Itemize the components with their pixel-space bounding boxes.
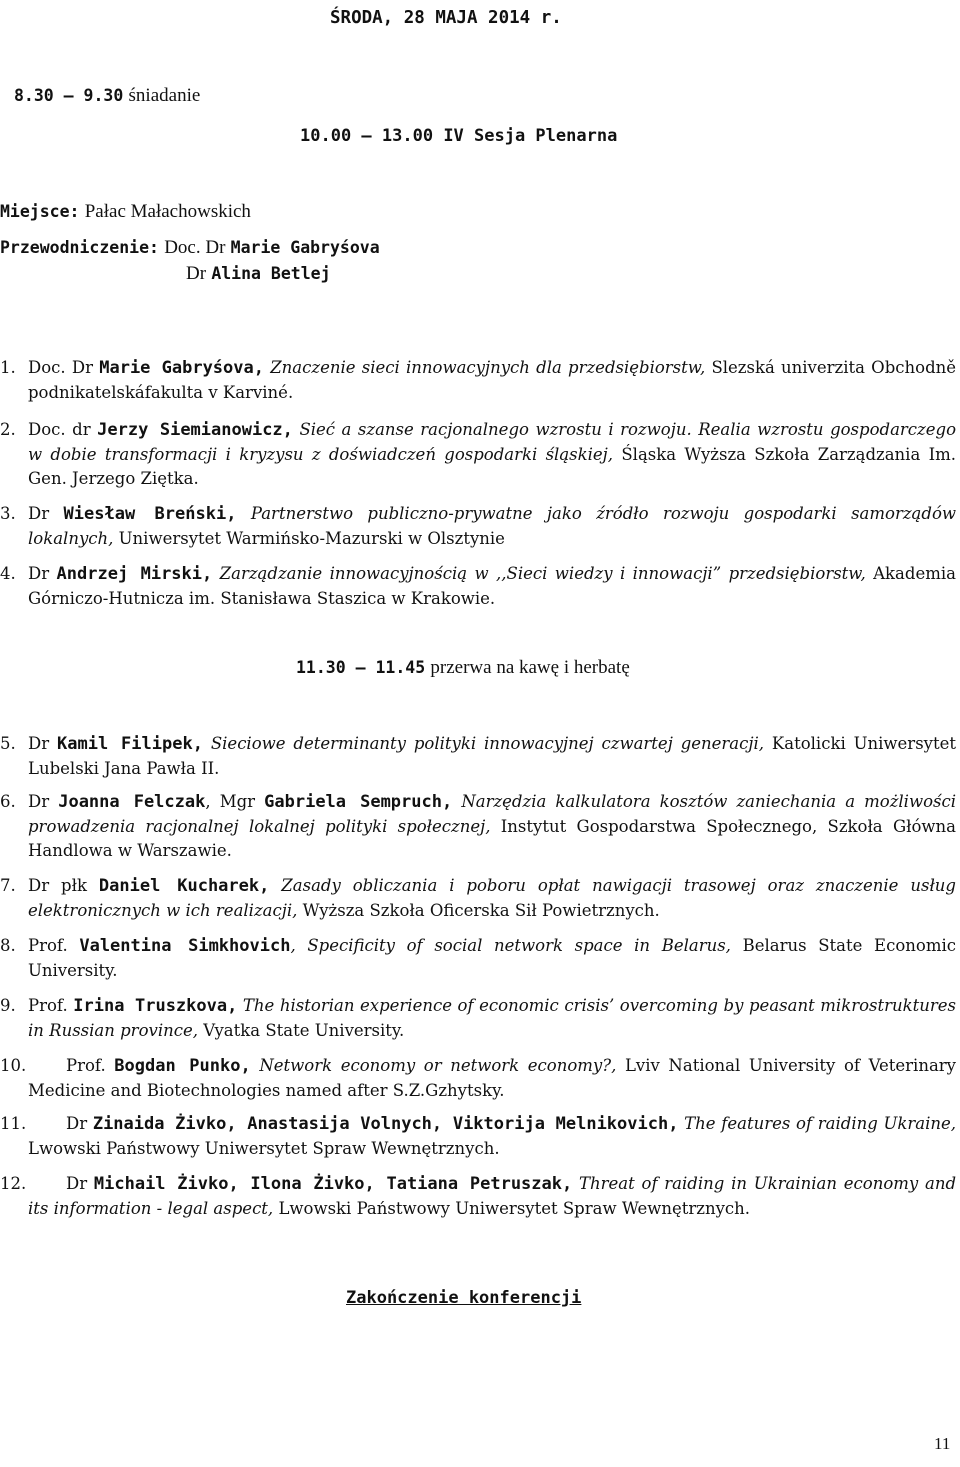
list-item	[28, 1054, 956, 1103]
item-affiliation: Belarus State Economic University.	[28, 936, 956, 980]
page-number: 11	[934, 1434, 951, 1453]
item-number: 9.	[0, 996, 16, 1015]
chairs-label: Przewodniczenie:	[0, 238, 159, 257]
list-item	[28, 994, 956, 1043]
item-author: Joanna Felczak	[58, 792, 206, 812]
item-affiliation: Lviv National University of Veterinary Medicine and Biotechnologies named after S.Z.Gzhytsky.	[28, 1056, 956, 1100]
item-prefix: Dr	[28, 734, 50, 753]
date-heading: ŚRODA, 28 MAJA 2014 r.	[330, 8, 562, 28]
list-item	[28, 356, 956, 405]
item-number: 7.	[0, 876, 16, 895]
item-affiliation: Akademia Górniczo-Hutnicza im. Stanisława Staszica w Krakowie.	[28, 564, 956, 608]
chair1-title: Doc. Dr	[164, 237, 226, 258]
break-time: 11.30 – 11.45	[296, 658, 426, 677]
item-affiliation: Wyższa Szkoła Oficerska Sił Powietrznych.	[302, 900, 660, 920]
breakfast-time: 8.30 – 9.30	[14, 86, 124, 105]
item-author: Valentina Simkhovich	[79, 936, 291, 956]
item-author: Marie Gabryśova,	[99, 358, 264, 378]
item-affiliation: Katolicki Uniwersytet Lubelski Jana Pawła II.	[28, 734, 957, 778]
item-number: 3.	[0, 504, 16, 523]
item-title: Threat of raiding in Ukrainian economy and its information - legal aspect,	[28, 1174, 957, 1218]
item-affiliation: Instytut Gospodarstwa Społecznego, Szkoła Główna Handlowa w Warszawie.	[28, 816, 956, 860]
item-author: Jerzy Siemianowicz,	[97, 420, 293, 440]
list-item	[28, 502, 956, 551]
item-affiliation: Slezská univerzita Obchodně podnikatelskáfakulta v Karviné.	[28, 358, 957, 402]
item-prefix: Dr płk	[28, 876, 87, 895]
item-affiliation: Lwowski Państwowy Uniwersytet Spraw Wewnętrznych.	[278, 1198, 751, 1218]
item-title: Narzędzia kalkulatora kosztów zaniechania a możliwości prowadzenia racjonalnej lokalnej polityki społecznej,	[28, 792, 957, 836]
item-number: 10.	[0, 1056, 27, 1075]
item-author: Michail Żivko, Ilona Żivko, Tatiana Petruszak,	[93, 1174, 573, 1194]
item-author: Kamil Filipek,	[57, 734, 203, 754]
item-number: 11.	[0, 1114, 27, 1133]
item-prefix: Dr	[66, 1174, 88, 1193]
place-value: Pałac Małachowskich	[84, 201, 251, 222]
item-number: 12.	[0, 1174, 27, 1193]
list-item	[28, 418, 956, 492]
item-prefix: Dr	[28, 564, 50, 583]
list-item	[28, 1172, 956, 1221]
item-number: 6.	[0, 792, 16, 811]
item-title: The features of raiding Ukraine,	[684, 1114, 957, 1133]
item-affiliation: Uniwersytet Warmińsko-Mazurski w Olsztynie	[118, 528, 505, 548]
item-author: Zinaida Żivko, Anastasija Volnych, Viktorija Melnikovich,	[92, 1114, 679, 1134]
closing-heading	[346, 1286, 581, 1310]
item-author: Daniel Kucharek,	[98, 876, 270, 896]
item-prefix: Prof.	[28, 936, 68, 955]
item-title: Network economy or network economy?,	[259, 1056, 617, 1075]
item-author: Andrzej Mirski,	[56, 564, 213, 584]
item-author: Wiesław Breński,	[63, 504, 237, 524]
chair1-name: Marie Gabryśova	[230, 238, 380, 257]
item-prefix: Doc. Dr	[28, 358, 93, 377]
breakfast-line	[14, 84, 200, 108]
list-item	[28, 874, 956, 923]
item-number: 2.	[0, 420, 16, 439]
chairs-line	[0, 236, 380, 260]
list-item	[28, 562, 956, 611]
item-number: 8.	[0, 936, 16, 955]
item-affiliation: Śląska Wyższa Szkoła Zarządzania Im. Gen. Jerzego Ziętka.	[28, 444, 957, 488]
item-author: Gabriela Sempruch,	[264, 792, 453, 812]
place-label: Miejsce:	[0, 202, 80, 221]
item-title: Zarządzanie innowacyjnością w ,,Sieci wiedzy i innowacji” przedsiębiorstw,	[219, 564, 866, 583]
place-line	[0, 200, 251, 224]
list-item	[28, 934, 956, 983]
item-title: Sieć a szanse racjonalnego wzrostu i rozwoju. Realia wzrostu gospodarczego w dobie transformacji i kryzysu z doświadczeń gospodarki śląskiej,	[28, 420, 957, 464]
list-item	[28, 732, 956, 781]
item-author: Bogdan Punko,	[114, 1056, 251, 1076]
item-title: Sieciowe determinanty polityki innowacyjnej czwartej generacji,	[210, 734, 765, 753]
item-prefix: Dr	[66, 1114, 88, 1133]
item-author: Irina Truszkova,	[73, 996, 238, 1016]
item-affiliation: Vyatka State University.	[203, 1020, 405, 1040]
coffee-break	[296, 656, 630, 680]
item-title: The historian experience of economic crisis’ overcoming by peasant mikrostruktures in Russian province,	[28, 996, 957, 1040]
item-title: Zasady obliczania i poboru opłat nawigacji trasowej oraz znaczenie usług elektronicznych w ich realizacji,	[28, 876, 956, 920]
item-number: 1.	[0, 358, 16, 377]
item-prefix: Prof.	[28, 996, 68, 1015]
session-title: IV Sesja Plenarna	[443, 126, 618, 146]
item-prefix: Prof.	[66, 1056, 106, 1075]
item-prefix: Doc. dr	[28, 420, 91, 439]
item-affiliation: Lwowski Państwowy Uniwersytet Spraw Wewnętrznych.	[28, 1138, 500, 1158]
item-number: 4.	[0, 564, 16, 583]
list-item	[28, 790, 956, 864]
item-title: , Specificity of social network space in Belarus,	[290, 936, 731, 955]
breakfast-label: śniadanie	[128, 85, 201, 106]
item-prefix: , Mgr	[205, 792, 256, 811]
item-prefix: Dr	[28, 792, 50, 811]
list-item	[28, 1112, 956, 1161]
item-title: Znaczenie sieci innowacyjnych dla przedsiębiorstw,	[270, 358, 706, 377]
item-title: Partnerstwo publiczno-prywatne jako źródło rozwoju gospodarki samorządów lokalnych,	[28, 504, 957, 548]
closing-text: Zakończenie konferencji	[346, 1288, 582, 1308]
session-line	[300, 124, 617, 148]
chair2-line	[186, 262, 331, 286]
item-prefix: Dr	[28, 504, 50, 523]
break-label: przerwa na kawę i herbatę	[430, 657, 630, 678]
item-number: 5.	[0, 734, 16, 753]
session-time: 10.00 – 13.00	[300, 126, 434, 146]
chair2-title: Dr	[186, 263, 207, 284]
chair2-name: Alina Betlej	[211, 264, 331, 283]
